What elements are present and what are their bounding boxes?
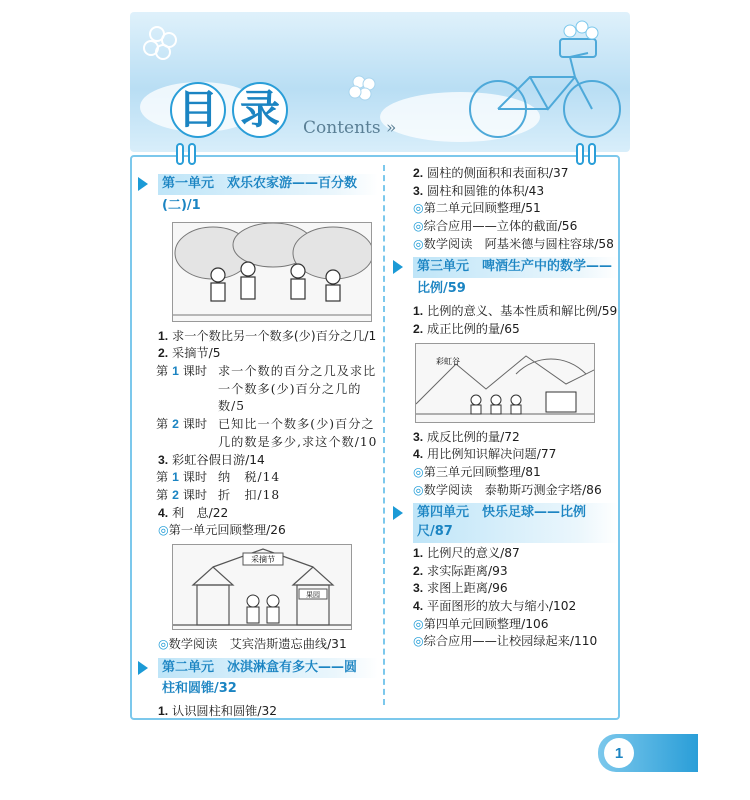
toc-lesson-entry[interactable] — [138, 363, 378, 416]
unit-title: 第三单元 啤酒生产中的数学—— — [413, 257, 618, 278]
toc-entry[interactable] — [138, 345, 378, 363]
entry-text: 求图上距离/96 — [427, 581, 508, 596]
unit-title-cont: 柱和圆锥/32 — [162, 681, 237, 697]
toc-lesson-entry[interactable] — [138, 416, 378, 451]
toc-review-entry[interactable] — [393, 616, 618, 634]
lesson-prefix: 第 — [156, 470, 169, 485]
entry-text: 求一个数比另一个数多(少)百分之几/1 — [172, 328, 377, 343]
entry-number: 3. — [158, 452, 169, 467]
unit-title-cont: 比例/59 — [417, 281, 466, 297]
entry-text: 采摘节/5 — [172, 346, 221, 361]
entry-number: 1. — [158, 328, 169, 343]
entry-text: 第一单元回顾整理/26 — [168, 523, 286, 538]
circle-bullet-icon: ◎ — [413, 464, 424, 479]
circle-bullet-icon: ◎ — [413, 219, 424, 234]
entry-text: 比例尺的意义/87 — [427, 545, 520, 560]
circle-bullet-icon: ◎ — [413, 634, 424, 649]
column-divider — [383, 165, 385, 705]
toc-entry[interactable] — [138, 328, 378, 346]
toc-entry[interactable] — [393, 429, 618, 447]
title-char-lu: 录 — [240, 87, 280, 133]
rainbow-valley-illustration — [415, 343, 595, 423]
unit-1-heading[interactable] — [138, 174, 378, 218]
circle-bullet-icon: ◎ — [158, 636, 169, 651]
entry-text: 彩虹谷假日游/14 — [172, 452, 265, 467]
entry-text: 用比例知识解决问题/77 — [427, 447, 557, 462]
entry-text: 数学阅读 泰勒斯巧测金字塔/86 — [423, 482, 602, 497]
lesson-label — [156, 416, 218, 451]
entry-number: 3. — [413, 429, 424, 444]
binder-clip — [176, 143, 184, 165]
lesson-number: 2 — [172, 417, 179, 432]
entry-text: 平面图形的放大与缩小/102 — [427, 599, 577, 613]
toc-review-entry[interactable] — [138, 522, 378, 540]
entry-number: 2. — [413, 321, 424, 336]
binder-clip — [188, 143, 196, 165]
toc-left-column — [138, 170, 378, 721]
lesson-number: 1 — [172, 470, 179, 485]
lesson-text: 折 扣/18 — [218, 487, 281, 502]
entry-text: 综合应用——立体的截面/56 — [423, 219, 578, 234]
toc-entry[interactable] — [138, 505, 378, 523]
entry-number: 2. — [413, 563, 424, 578]
toc-entry[interactable] — [138, 703, 378, 721]
toc-entry[interactable] — [393, 303, 618, 321]
toc-entry[interactable] — [393, 563, 618, 581]
toc-entry[interactable] — [138, 452, 378, 470]
toc-entry[interactable] — [393, 598, 618, 616]
toc-review-entry[interactable] — [393, 482, 618, 500]
entry-number: 4. — [413, 447, 424, 462]
entry-number: 3. — [413, 581, 424, 596]
lesson-text: 求一个数的百分之几及求比一个数多(少)百分之几的数/5 — [218, 364, 377, 414]
arrow-icon — [138, 661, 148, 675]
binder-clip — [588, 143, 596, 165]
arrow-icon — [393, 260, 403, 274]
unit-title: 第一单元 欢乐农家游——百分数 — [158, 174, 378, 195]
toc-lesson-entry[interactable] — [138, 469, 378, 487]
entry-text: 圆柱和圆锥的体积/43 — [427, 183, 545, 198]
entry-text: 成正比例的量/65 — [427, 321, 520, 336]
entry-number: 3. — [413, 183, 424, 198]
lesson-text: 纳 税/14 — [218, 470, 281, 485]
sign-text: 果园 — [306, 590, 320, 599]
toc-review-entry[interactable] — [393, 200, 618, 218]
unit-4-heading[interactable] — [393, 503, 618, 543]
children-running-illustration — [172, 222, 372, 322]
toc-entry[interactable] — [393, 545, 618, 563]
unit-title: 第二单元 冰淇淋盒有多大——圆 — [158, 658, 378, 679]
toc-entry[interactable] — [393, 321, 618, 339]
toc-review-entry[interactable] — [393, 633, 618, 651]
unit-title-cont: (二)/1 — [162, 197, 201, 213]
entry-number: 1. — [158, 704, 169, 719]
unit-3-heading[interactable] — [393, 257, 618, 301]
unit-title: 第四单元 快乐足球——比例尺/87 — [413, 503, 618, 543]
lesson-prefix: 第 — [156, 487, 169, 502]
lesson-suffix: 课时 — [182, 364, 208, 379]
sign-text: 采摘节 — [251, 554, 275, 564]
lesson-label — [156, 487, 218, 505]
page-number: 1 — [604, 738, 634, 768]
flower-icon — [345, 70, 385, 110]
toc-right-column — [393, 165, 618, 651]
toc-review-entry[interactable] — [393, 218, 618, 236]
toc-review-entry[interactable] — [393, 464, 618, 482]
circle-bullet-icon: ◎ — [413, 616, 424, 631]
unit-2-heading[interactable] — [138, 658, 378, 702]
lesson-suffix: 课时 — [182, 487, 208, 502]
entry-number: 4. — [158, 505, 169, 520]
circle-bullet-icon: ◎ — [158, 523, 169, 538]
entry-text: 数学阅读 艾宾浩斯遗忘曲线/31 — [168, 636, 347, 651]
title-char-ring — [232, 82, 288, 138]
bicycle-icon — [460, 17, 630, 142]
circle-bullet-icon: ◎ — [413, 482, 424, 497]
arrow-icon — [138, 177, 148, 191]
entry-text: 求实际距离/93 — [427, 563, 508, 578]
entry-text: 成反比例的量/72 — [427, 429, 520, 444]
toc-review-entry[interactable] — [393, 236, 618, 254]
lesson-number: 2 — [172, 487, 179, 502]
toc-review-entry[interactable] — [138, 636, 378, 654]
lesson-prefix: 第 — [156, 364, 169, 379]
entry-text: 比例的意义、基本性质和解比例/59 — [427, 304, 618, 319]
lesson-suffix: 课时 — [182, 417, 208, 432]
title-char-ring — [170, 82, 226, 138]
title-char-mu: 目 — [178, 87, 218, 133]
orchard-gate-illustration — [172, 544, 352, 630]
entry-number: 1. — [413, 545, 424, 560]
toc-entry[interactable] — [393, 446, 618, 464]
lesson-text: 已知比一个数多(少)百分之几的数是多少,求这个数/10 — [218, 417, 378, 449]
flower-icon — [135, 20, 195, 70]
entry-text: 认识圆柱和圆锥/32 — [172, 704, 277, 719]
entry-text: 综合应用——让校园绿起来/110 — [423, 634, 598, 649]
sign-text: 彩虹谷 — [436, 356, 460, 366]
circle-bullet-icon: ◎ — [413, 236, 424, 251]
contents-label: Contents » — [303, 118, 397, 138]
toc-lesson-entry[interactable] — [138, 487, 378, 505]
lesson-prefix: 第 — [156, 417, 169, 432]
lesson-number: 1 — [172, 364, 179, 379]
binder-clip — [576, 143, 584, 165]
lesson-label — [156, 469, 218, 487]
entry-number: 2. — [158, 346, 169, 361]
entry-number: 2. — [413, 166, 424, 180]
toc-entry[interactable] — [393, 165, 618, 183]
entry-text: 利 息/22 — [172, 505, 229, 520]
entry-text: 第二单元回顾整理/51 — [423, 201, 541, 216]
circle-bullet-icon: ◎ — [413, 201, 424, 216]
entry-text: 第四单元回顾整理/106 — [423, 616, 549, 631]
lesson-label — [156, 363, 218, 416]
toc-entry[interactable] — [393, 183, 618, 201]
entry-text: 第三单元回顾整理/81 — [423, 464, 541, 479]
toc-entry[interactable] — [393, 580, 618, 598]
arrow-icon — [393, 506, 403, 520]
entry-number: 4. — [413, 599, 424, 613]
entry-text: 数学阅读 阿基米德与圆柱容球/58 — [423, 236, 614, 251]
lesson-suffix: 课时 — [182, 470, 208, 485]
entry-text: 圆柱的侧面积和表面积/37 — [427, 166, 569, 180]
entry-number: 1. — [413, 304, 424, 319]
